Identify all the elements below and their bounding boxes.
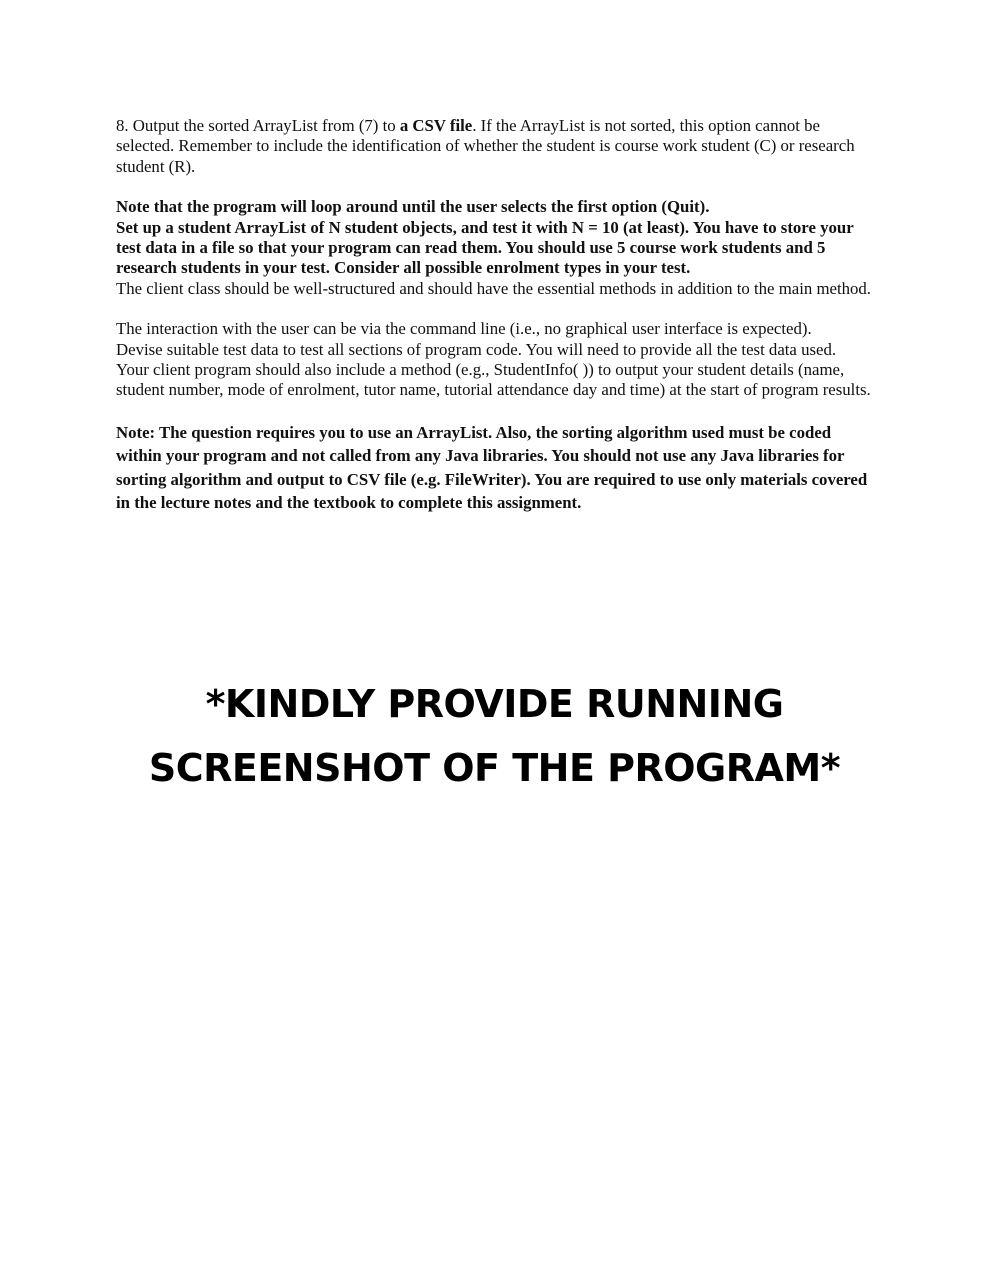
note-loop: Note that the program will loop around until the user selects the first option (Quit). bbox=[116, 197, 710, 217]
final-note: Note: The question requires you to use an ArrayList. Also, the sorting algorithm used must be coded within your program and not called from any Java libraries. You should not use any Java libraries for sorting algorithm and output to CSV file (e.g. FileWriter). You are required to use only materials covered in the lecture notes and the textbook to complete this assignment. bbox=[116, 422, 868, 513]
banner-line-1: *KINDLY PROVIDE RUNNING bbox=[205, 682, 784, 726]
item-8-text-start: 8. Output the sorted ArrayList from (7) to bbox=[116, 116, 400, 135]
banner-line-2: SCREENSHOT OF THE PROGRAM* bbox=[148, 746, 841, 790]
client-program-paragraph: Your client program should also include a method (e.g., StudentInfo( )) to output your student details (name, student number, mode of enrolment, tutor name, tutorial attendance day and time) at the start of program results. bbox=[116, 360, 871, 400]
client-class-paragraph: The client class should be well-structured and should have the essential methods in addition to the main method. bbox=[116, 278, 871, 298]
item-8-paragraph bbox=[116, 116, 876, 177]
devise-paragraph: Devise suitable test data to test all sections of program code. You will need to provide all the test data used. bbox=[116, 339, 837, 359]
assignment-text bbox=[116, 116, 876, 515]
interaction-paragraph: The interaction with the user can be via the command line (i.e., no graphical user interface is expected). bbox=[116, 319, 812, 339]
screenshot-request-banner bbox=[0, 672, 989, 800]
setup-paragraph: Set up a student ArrayList of N student objects, and test it with N = 10 (at least). You have to store your test data in a file so that your program can read them. You should use 5 course work students and 5 research students in your test. Consider all possible enrolment types in your test. bbox=[116, 217, 854, 278]
item-8-bold-csv: a CSV file bbox=[399, 116, 473, 135]
item-8-text-end: . If the ArrayList is not sorted, this option cannot be selected. Remember to include the identification of whether the student is course work student (C) or research student (R). bbox=[116, 116, 855, 176]
